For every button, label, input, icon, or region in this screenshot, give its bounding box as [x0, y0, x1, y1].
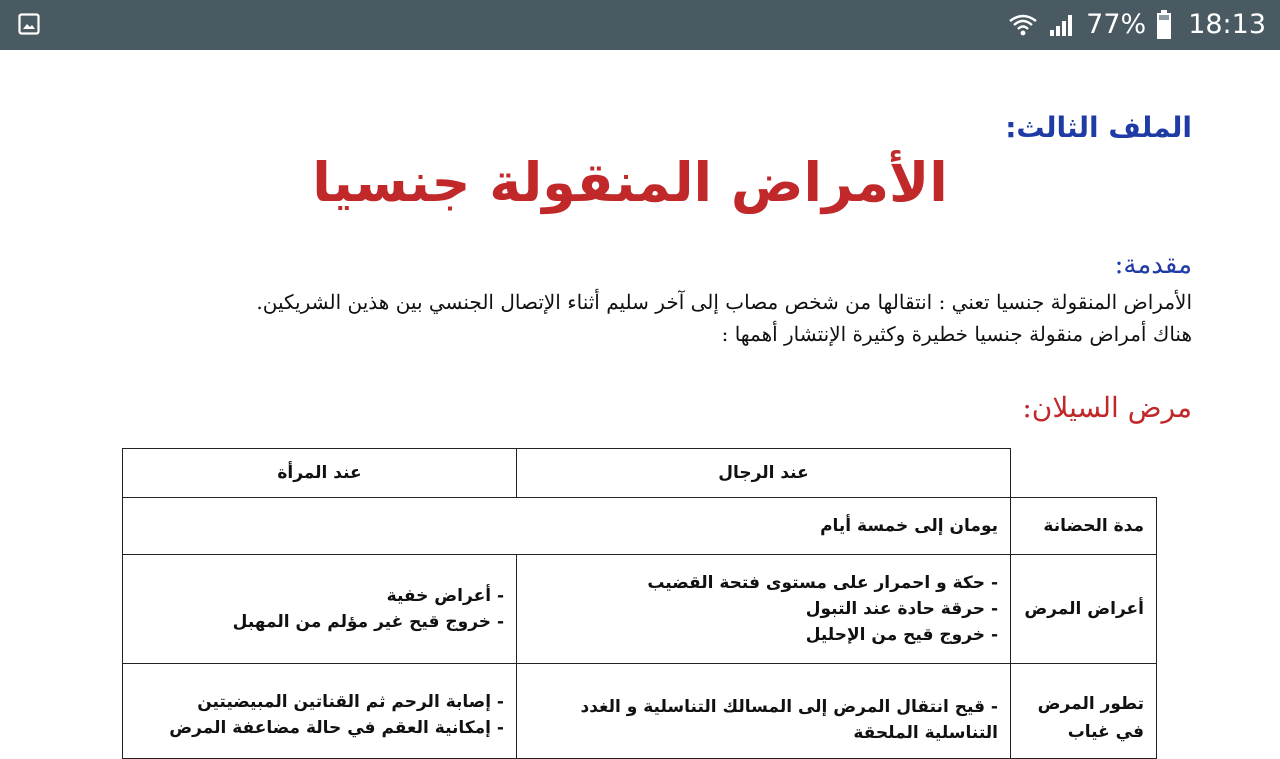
- incubation-value: يومان إلى خمسة أيام: [123, 498, 1011, 555]
- list-item: - إصابة الرحم ثم القناتين المبيضيتين: [197, 692, 504, 712]
- list-item: - إمكانية العقم في حالة مضاعفة المرض: [169, 718, 504, 738]
- gonorrhea-table: [123, 448, 1157, 759]
- header-men: عند الرجال: [517, 449, 1011, 498]
- list-item: - حكة و احمرار على مستوى فتحة القضيب: [647, 573, 998, 593]
- list-item: - قيح انتقال المرض إلى المسالك التناسلية و الغدد: [580, 697, 998, 717]
- list-item: - خروج قيح من الإحليل: [805, 625, 998, 645]
- table-row: [123, 498, 1157, 555]
- intro-heading: مقدمة:: [1114, 250, 1192, 280]
- list-item: - أعراض خفية: [386, 586, 504, 606]
- battery-percent: 77%: [1086, 9, 1147, 40]
- page-title: [0, 148, 1280, 218]
- row-label-progression: تطور المرض في غياب: [1011, 664, 1157, 759]
- symptoms-women: [123, 555, 517, 664]
- signal-icon: [1048, 12, 1076, 38]
- row-label-incubation: مدة الحضانة: [1011, 498, 1157, 555]
- wifi-icon: [1008, 12, 1038, 38]
- clock: 18:13: [1188, 9, 1266, 40]
- page-title-text: الأمراض المنقولة جنسيا: [312, 151, 948, 214]
- table-row: [123, 664, 1157, 759]
- disease-heading: مرض السيلان:: [1022, 391, 1192, 424]
- row-label-symptoms: أعراض المرض: [1011, 555, 1157, 664]
- progression-men: [517, 664, 1011, 759]
- status-icons: [1008, 0, 1266, 50]
- symptoms-men: [517, 555, 1011, 664]
- table-corner-cell: [1011, 449, 1157, 498]
- header-women: عند المرأة: [123, 449, 517, 498]
- list-item: - خروج قيح غير مؤلم من المهبل: [232, 612, 504, 632]
- document-view[interactable]: [0, 50, 1280, 743]
- status-bar: [0, 0, 1280, 50]
- progression-women: [123, 664, 517, 759]
- list-item: - حرقة حادة عند التبول: [805, 599, 998, 619]
- battery-icon: [1156, 10, 1172, 40]
- list-item: التناسلية الملحقة: [853, 723, 998, 743]
- intro-line-2: هناك أمراض منقولة جنسيا خطيرة وكثيرة الإنتشار أهمها :: [721, 322, 1192, 346]
- intro-line-1: الأمراض المنقولة جنسيا تعني : انتقالها من شخص مصاب إلى آخر سليم أثناء الإتصال الجنسي بين هذين الشريكين.: [256, 290, 1192, 314]
- gallery-notification-icon[interactable]: [18, 13, 40, 35]
- table-row: [123, 555, 1157, 664]
- file-label: الملف الثالث:: [1005, 111, 1192, 144]
